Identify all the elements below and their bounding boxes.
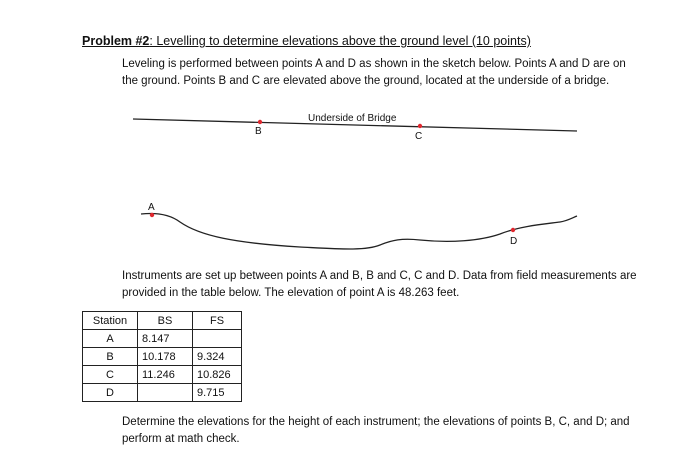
table-row <box>83 348 242 366</box>
fs-cell: 9.715 <box>193 384 242 402</box>
header-bs: BS <box>138 312 193 330</box>
header-station: Station <box>83 312 138 330</box>
table-row <box>83 366 242 384</box>
problem-label: Problem #2 <box>82 34 150 48</box>
problem-title: : Levelling to determine elevations above the ground level (10 points) <box>149 34 531 48</box>
bs-cell: 8.147 <box>138 330 193 348</box>
station-cell: B <box>83 348 138 366</box>
point-b-label: B <box>255 126 262 137</box>
bridge-label: Underside of Bridge <box>308 113 397 124</box>
fs-cell <box>193 330 242 348</box>
point-c-label: C <box>415 131 423 142</box>
point-d-marker <box>511 228 515 232</box>
fs-cell: 10.826 <box>193 366 242 384</box>
field-measurements-table <box>82 311 242 402</box>
header-fs: FS <box>193 312 242 330</box>
instructions-paragraph: Instruments are set up between points A and B, B and C, C and D. Data from field measurements are provided in the table below. The elevation of point A is 48.263 feet. <box>122 270 637 299</box>
bs-cell: 11.246 <box>138 366 193 384</box>
table-row <box>83 384 242 402</box>
table-row <box>83 330 242 348</box>
intro-paragraph: Leveling is performed between points A and D as shown in the sketch below. Points A and D are on the ground. Points B and C are elevated above the ground, located at the underside of a bridge. <box>122 58 626 87</box>
point-c-marker <box>418 124 422 128</box>
station-cell: D <box>83 384 138 402</box>
station-cell: C <box>83 366 138 384</box>
station-cell: A <box>83 330 138 348</box>
point-a-label: A <box>148 202 155 213</box>
table-header-row <box>83 312 242 330</box>
point-a-marker <box>150 213 154 217</box>
fs-cell: 9.324 <box>193 348 242 366</box>
bs-cell: 10.178 <box>138 348 193 366</box>
point-b-marker <box>258 120 262 124</box>
task-paragraph: Determine the elevations for the height of each instrument; the elevations of points B, C, and D; and perform at math check. <box>122 416 630 445</box>
point-d-label: D <box>510 236 518 247</box>
bs-cell <box>138 384 193 402</box>
